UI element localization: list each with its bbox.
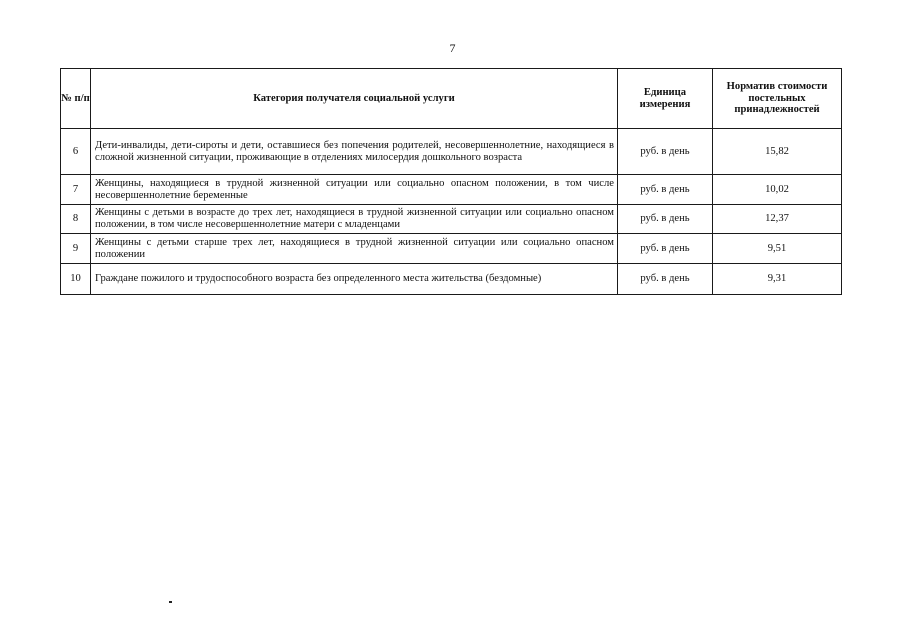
row-unit: руб. в день xyxy=(618,129,713,175)
row-number: 10 xyxy=(61,264,91,295)
row-unit: руб. в день xyxy=(618,234,713,264)
table-row xyxy=(61,175,842,205)
table-row xyxy=(61,129,842,175)
header-norm: Норматив стоимости постельных принадлежностей xyxy=(713,69,842,129)
table-row xyxy=(61,234,842,264)
table-header-row xyxy=(61,69,842,129)
row-number: 9 xyxy=(61,234,91,264)
row-norm-value: 10,02 xyxy=(713,175,842,205)
row-category: Граждане пожилого и трудоспособного возраста без определенного места жительства (бездомные) xyxy=(91,264,618,295)
row-number: 7 xyxy=(61,175,91,205)
row-unit: руб. в день xyxy=(618,175,713,205)
table-row xyxy=(61,264,842,295)
row-category: Женщины с детьми старше трех лет, находящиеся в трудной жизненной ситуации или социально опасном положении xyxy=(91,234,618,264)
row-norm-value: 9,51 xyxy=(713,234,842,264)
row-category: Женщины, находящиеся в трудной жизненной ситуации или социально опасном положении, в том числе несовершеннолетние беременные xyxy=(91,175,618,205)
table-row xyxy=(61,205,842,234)
row-number: 8 xyxy=(61,205,91,234)
page-number: 7 xyxy=(449,41,456,55)
row-unit: руб. в день xyxy=(618,205,713,234)
row-category: Женщины с детьми в возрасте до трех лет, находящиеся в трудной жизненной ситуации или социально опасном положении, в том числе несовершеннолетние матери с младенцами xyxy=(91,205,618,234)
cost-norms-table xyxy=(60,68,842,295)
scan-speck xyxy=(169,601,172,603)
row-number: 6 xyxy=(61,129,91,175)
header-number: № п/п xyxy=(61,69,91,129)
row-category: Дети-инвалиды, дети-сироты и дети, оставшиеся без попечения родителей, несовершеннолетние, находящиеся в сложной жизненной ситуации, проживающие в отделениях милосердия дошкольного возраста xyxy=(91,129,618,175)
row-norm-value: 9,31 xyxy=(713,264,842,295)
header-category: Категория получателя социальной услуги xyxy=(91,69,618,129)
row-norm-value: 15,82 xyxy=(713,129,842,175)
header-unit: Единица измерения xyxy=(618,69,713,129)
row-unit: руб. в день xyxy=(618,264,713,295)
row-norm-value: 12,37 xyxy=(713,205,842,234)
